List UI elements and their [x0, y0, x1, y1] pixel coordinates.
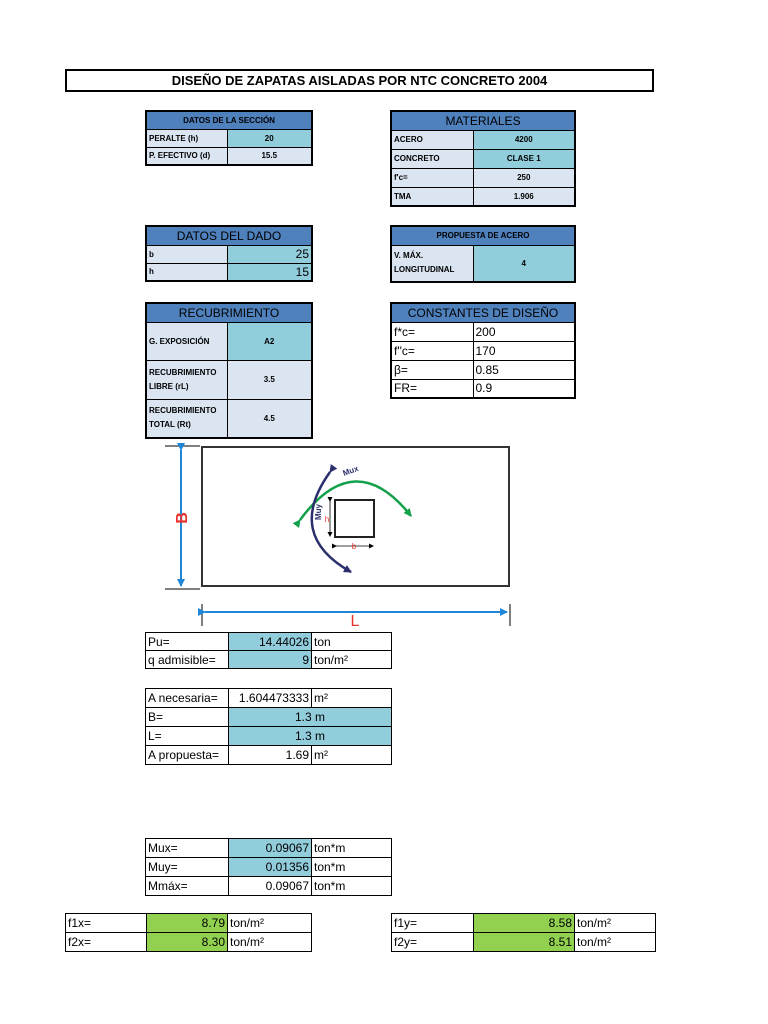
propuesta-acero-table	[390, 225, 576, 283]
tma-value[interactable]: 1.906	[473, 187, 575, 206]
column-section	[335, 500, 374, 537]
a-necesaria-unit: m²	[312, 689, 392, 708]
a-necesaria-label: A necesaria=	[146, 689, 229, 708]
column-h-label: h	[324, 515, 330, 524]
l-label: L=	[146, 727, 229, 746]
materiales-table	[390, 110, 576, 207]
fpp-c-value[interactable]: 170	[473, 341, 575, 360]
fstar-c-value[interactable]: 200	[473, 322, 575, 341]
recubrimiento-total-value[interactable]: 4.5	[227, 399, 312, 438]
recubrimiento-libre-value[interactable]: 3.5	[227, 360, 312, 399]
a-necesaria-value[interactable]: 1.604473333	[229, 689, 312, 708]
propuesta-acero-header: PROPUESTA DE ACERO	[391, 226, 575, 245]
mux-unit: ton*m	[312, 839, 392, 858]
mmax-unit: ton*m	[312, 877, 392, 896]
fpp-c-label: f''c=	[391, 341, 473, 360]
dado-h-value[interactable]: 15	[227, 263, 312, 281]
vmax-longitudinal-label: V. MÁX. LONGITUDINAL	[391, 245, 473, 282]
f1y-value[interactable]: 8.58	[474, 914, 575, 933]
esfuerzos-x-table	[65, 913, 312, 952]
f2y-unit: ton/m²	[575, 933, 656, 952]
dado-b-label: b	[146, 245, 227, 263]
areas-table	[145, 688, 392, 765]
muy-value[interactable]: 0.01356	[229, 858, 312, 877]
a-propuesta-value[interactable]: 1.69	[229, 746, 312, 765]
momentos-table	[145, 838, 392, 896]
pu-unit: ton	[312, 633, 392, 651]
f2y-label: f2y=	[392, 933, 474, 952]
b-label: B=	[146, 708, 229, 727]
q-admisible-value[interactable]: 9	[229, 651, 312, 669]
q-admisible-label: q admisible=	[146, 651, 229, 669]
mmax-value[interactable]: 0.09067	[229, 877, 312, 896]
peralte-efectivo-label: P. EFECTIVO (d)	[146, 147, 227, 165]
f1x-unit: ton/m²	[228, 914, 312, 933]
acero-value[interactable]: 4200	[473, 130, 575, 149]
beta-label: β=	[391, 360, 473, 379]
datos-seccion-table	[145, 110, 313, 166]
esfuerzos-y-table	[391, 913, 656, 952]
peralte-label: PERALTE (h)	[146, 129, 227, 147]
cargas-table	[145, 632, 392, 669]
constantes-header: CONSTANTES DE DISEÑO	[391, 303, 575, 322]
peralte-efectivo-value[interactable]: 15.5	[227, 147, 312, 165]
l-dimension-label: L	[350, 613, 360, 630]
dado-b-value[interactable]: 25	[227, 245, 312, 263]
datos-dado-header: DATOS DEL DADO	[146, 226, 312, 245]
fc-label: f'c=	[391, 168, 473, 187]
f2y-value[interactable]: 8.51	[474, 933, 575, 952]
exposicion-value[interactable]: A2	[227, 322, 312, 360]
f2x-value[interactable]: 8.30	[147, 933, 228, 952]
f1x-label: f1x=	[66, 914, 147, 933]
beta-value[interactable]: 0.85	[473, 360, 575, 379]
mux-value[interactable]: 0.09067	[229, 839, 312, 858]
exposicion-label: G. EXPOSICIÓN	[146, 322, 227, 360]
constantes-table	[390, 302, 576, 399]
peralte-value[interactable]: 20	[227, 129, 312, 147]
f1y-label: f1y=	[392, 914, 474, 933]
dado-h-label: h	[146, 263, 227, 281]
f2x-unit: ton/m²	[228, 933, 312, 952]
footing-diagram	[0, 440, 768, 630]
materiales-header: MATERIALES	[391, 111, 575, 130]
vmax-longitudinal-value[interactable]: 4	[473, 245, 575, 282]
pu-label: Pu=	[146, 633, 229, 651]
page-title: DISEÑO DE ZAPATAS AISLADAS POR NTC CONCRETO 2004	[65, 69, 654, 92]
f1y-unit: ton/m²	[575, 914, 656, 933]
a-propuesta-label: A propuesta=	[146, 746, 229, 765]
b-dimension-label: B	[174, 512, 191, 524]
tma-label: TMA	[391, 187, 473, 206]
a-propuesta-unit: m²	[312, 746, 392, 765]
mmax-label: Mmáx=	[146, 877, 229, 896]
recubrimiento-table	[145, 302, 313, 439]
pu-value[interactable]: 14.44026	[229, 633, 312, 651]
column-b-label: b	[351, 542, 357, 551]
f2x-label: f2x=	[66, 933, 147, 952]
concreto-value[interactable]: CLASE 1	[473, 149, 575, 168]
muy-unit: ton*m	[312, 858, 392, 877]
datos-dado-table	[145, 225, 313, 282]
recubrimiento-libre-label: RECUBRIMIENTO LIBRE (rL)	[146, 360, 227, 399]
mux-label-cell: Mux=	[146, 839, 229, 858]
fr-label: FR=	[391, 379, 473, 398]
fr-value[interactable]: 0.9	[473, 379, 575, 398]
acero-label: ACERO	[391, 130, 473, 149]
datos-seccion-header: DATOS DE LA SECCIÓN	[146, 111, 312, 129]
recubrimiento-total-label: RECUBRIMIENTO TOTAL (Rt)	[146, 399, 227, 438]
b-value[interactable]: 1.3 m	[229, 708, 392, 727]
concreto-label: CONCRETO	[391, 149, 473, 168]
muy-label-cell: Muy=	[146, 858, 229, 877]
l-value[interactable]: 1.3 m	[229, 727, 392, 746]
mux-label: Mux	[341, 463, 360, 478]
recubrimiento-header: RECUBRIMIENTO	[146, 303, 312, 322]
q-admisible-unit: ton/m²	[312, 651, 392, 669]
f1x-value[interactable]: 8.79	[147, 914, 228, 933]
muy-label: Muy	[314, 504, 323, 520]
fstar-c-label: f*c=	[391, 322, 473, 341]
fc-value[interactable]: 250	[473, 168, 575, 187]
